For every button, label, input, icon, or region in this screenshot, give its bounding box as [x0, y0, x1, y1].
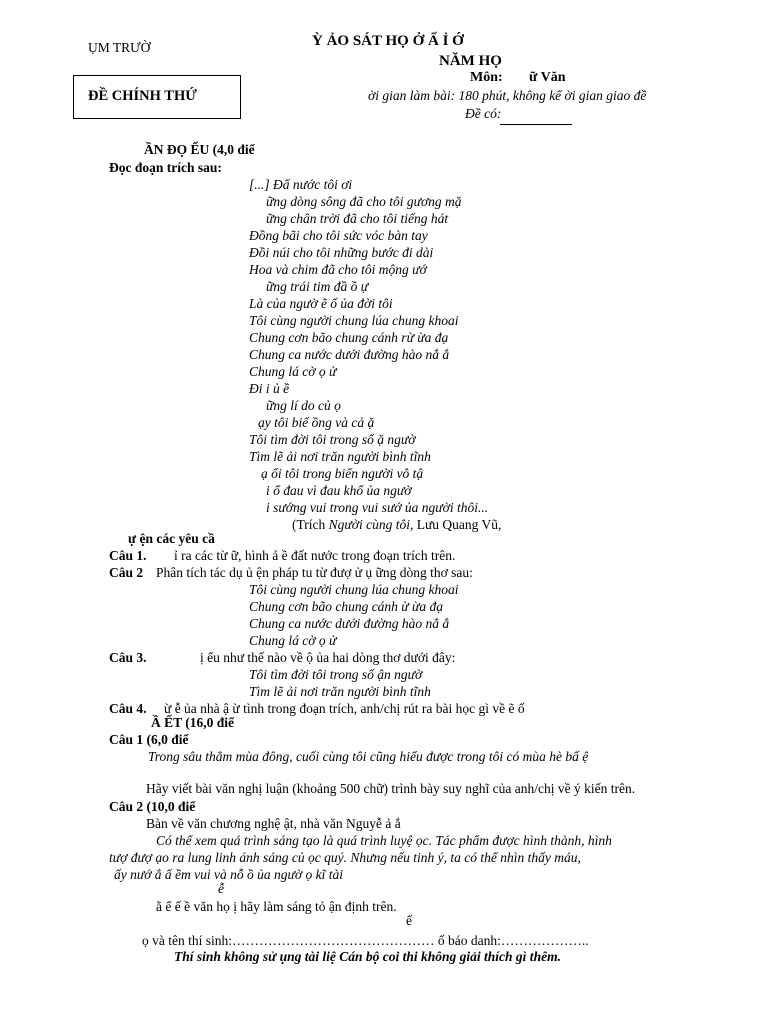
exam-notice: Thí sinh không sử ụng tài liệ Cán bộ coi thi không giải thích gì thêm. [174, 949, 561, 964]
q2-text: Phân tích tác dụ ủ ện pháp tu từ đượ ử ụ ững dòng thơ sau: [156, 565, 473, 580]
poem-line: Chung lá cờ ọ ử [249, 364, 337, 379]
end-mark: ế [406, 913, 412, 928]
c2-mark: ễ [218, 881, 224, 896]
exam-title: Ỳ ẢO SÁT HỌ Ở Ấ Ỉ Ớ [312, 33, 464, 49]
time-note: ời gian làm bài: 180 phút, không kể ời gian giao đề [368, 88, 647, 103]
poem-line: Tôi tìm đời tôi trong số ặ ngườ [249, 432, 416, 447]
q1-text: ỉ ra các từ ữ, hình ả ề đất nước trong đoạn trích trên. [174, 548, 456, 563]
poem-line: i sướng vui trong vui sướ ủa người thôi... [266, 500, 489, 515]
part1-heading: ẦN ĐỌ ỂU (4,0 điể [144, 142, 255, 157]
q3-label: Câu 3. [109, 650, 147, 665]
requirements-heading: ự ện các yêu cầ [128, 531, 215, 546]
pages-note: Đề có: [465, 106, 502, 121]
poem-line: ạ ổi tôi trong biển người vô tậ [261, 466, 424, 481]
c2-quote-1: Có thể xem quá trình sáng tạo là quá trình luyệ ọc. Tác phẩm được hình thành, hình [156, 833, 612, 848]
poem-line: i ổ đau vì đau khổ ủa ngườ [266, 483, 412, 498]
poem-line: Chung ca nước dưới đường hào nắ ắ [249, 347, 450, 362]
q4-text: ừ ễ ủa nhà ậ ừ tình trong đoạn trích, anh/chị rút ra bài học gì về ẽ ố [164, 701, 525, 716]
c2-quote-3: ấy nướ ắ ấ ềm vui và nỗ ồ ủa ngườ ọ kĩ tài [114, 867, 343, 882]
candidate-info: ọ và tên thí sinh:……………………………………… ố báo danh:……………….. [142, 933, 589, 948]
poem-line: Tôi cùng người chung lúa chung khoai [249, 313, 459, 328]
poem-line: Đi i ủ ề [249, 381, 290, 396]
q3-line: Tìm lẽ ải nơi trăn người bình tĩnh [249, 684, 431, 699]
q2-line: Chung lá cờ ọ ử [249, 633, 337, 648]
q3-line: Tôi tìm đời tôi trong số ận ngườ [249, 667, 423, 682]
pages-rule [500, 124, 572, 125]
c2-label: Câu 2 (10,0 điể [109, 799, 196, 814]
subject-name: ữ Văn [529, 70, 566, 85]
school-name: ỤM TRƯỜ [88, 40, 151, 55]
poem-line: [...] Đấ nước tôi ơi [249, 177, 353, 192]
q2-line: Chung cơn bão chung cánh ừ ừa đạ [249, 599, 444, 614]
poem-line: Đồi núi cho tôi những bước đi dài [249, 245, 434, 260]
q2-line: Tôi cùng người chung lúa chung khoai [249, 582, 459, 597]
q4-label: Câu 4. [109, 701, 147, 716]
citation [292, 518, 501, 532]
citation-prefix: (Trích [292, 517, 329, 532]
q2-label: Câu 2 [109, 565, 144, 580]
c2-task: ằ ể ế ề văn họ ị hãy làm sáng tỏ ận định trên. [156, 899, 397, 914]
q3-text: ị ểu như thế nào về ộ ủa hai dòng thơ dưới đây: [200, 650, 456, 665]
subject-label: Môn: [470, 70, 503, 85]
poem-line: ững lí do củ ọ [266, 398, 341, 413]
official-label: ĐỀ CHÍNH THỨ [88, 88, 197, 104]
part2-heading: Ầ ẾT (16,0 điể [151, 715, 235, 730]
c2-intro: Bàn về văn chương nghệ ật, nhà văn Nguyễ ả ắ [146, 816, 401, 831]
c2-quote-2: tượ đượ ạo ra lung linh ánh sáng củ ọc quý. Nhưng nếu tinh ý, ta có thể nhìn thấy máu, [109, 850, 581, 865]
part1-intro: Đọc đoạn trích sau: [109, 160, 222, 175]
poem-line: Hoa và chim đã cho tôi mộng ướ [249, 262, 427, 277]
c1-task: Hãy viết bài văn nghị luận (khoảng 500 chữ) trình bày suy nghĩ của anh/chị về ý kiến trên. [146, 781, 636, 796]
citation-suffix: Lưu Quang Vũ, [413, 517, 502, 532]
poem-line: ạy tôi biế ồng và cả ặ [258, 415, 375, 430]
poem-line: ững dòng sông đã cho tôi gương mặ [266, 194, 462, 209]
poem-line: Chung cơn bão chung cánh rừ ừa đạ [249, 330, 449, 345]
q1-label: Câu 1. [109, 548, 147, 563]
q2-line: Chung ca nước dưới đường hào nắ ắ [249, 616, 450, 631]
poem-line: ững chân trời đã cho tôi tiếng hát [266, 211, 449, 226]
school-year: NĂM HỌ [439, 53, 502, 69]
poem-line: ững trái tim đầ ồ ự [266, 279, 369, 294]
poem-line: Là của ngườ ẽ ố ủa đời tôi [249, 296, 393, 311]
poem-line: Đồng bãi cho tôi sức vóc bàn tay [249, 228, 428, 243]
citation-title: Người cùng tôi, [328, 517, 414, 532]
c1-label: Câu 1 (6,0 điể [109, 732, 189, 747]
poem-line: Tìm lẽ ải nơi trăn người bình tĩnh [249, 449, 431, 464]
c1-quote: Trong sâu thẳm mùa đông, cuối cùng tôi cũng hiểu được trong tôi có mùa hè bấ ệ [148, 749, 589, 764]
